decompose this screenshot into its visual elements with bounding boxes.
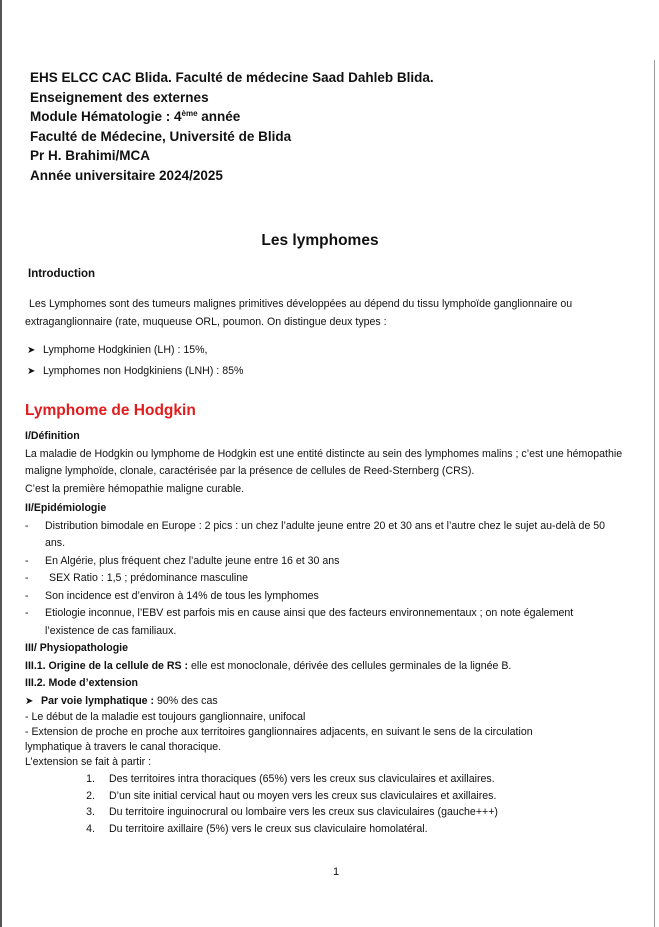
list-item: - En Algérie, plus fréquent chez l’adulte jeune entre 16 et 30 ans: [25, 554, 340, 567]
header-audience: Enseignement des externes: [30, 89, 209, 105]
epidemiology-section: [25, 500, 625, 640]
arrow-bullet-icon: ➤: [27, 345, 36, 356]
definition-paragraph: La maladie de Hodgkin ou lymphome de Hodgkin est une entité distincte au sein des lymphomes malins ; c’est une hémopathie maligne lymphoïde, clonale, caractérisée par la présence de cellules de Reed-Sternberg (CRS).: [25, 447, 623, 477]
extension-steps-list: [75, 771, 625, 837]
list-item: 4. Du territoire axillaire (5%) vers le creux sus claviculaire homolatéral.: [86, 822, 428, 835]
definition-curable: C’est la première hémopathie maligne curable.: [25, 482, 245, 495]
origin-line: III.1. Origine de la cellule de RS : elle est monoclonale, dérivée des cellules germinales de la lignée B.: [25, 659, 512, 672]
arrow-bullet-icon: ➤: [25, 695, 34, 707]
list-item: - SEX Ratio : 1,5 ; prédominance masculine: [25, 572, 249, 584]
list-item: 3. Du territoire inguinocrural ou lombaire vers les creux sus claviculaires (gauche+++): [86, 806, 498, 818]
arrow-bullet-icon: ➤: [27, 365, 36, 377]
header-author: Pr H. Brahimi/MCA: [30, 148, 151, 164]
list-item: - Etiologie inconnue, l’EBV est parfois mis en cause ainsi que des facteurs environnementaux ; on note également l’existence de cas familiaux.: [25, 607, 574, 637]
introduction-paragraph: Les Lymphomes sont des tumeurs malignes primitives développées au dépend du tissu lymphoïde ganglionnaire ou extraganglionnaire (rate, muqueuse ORL, poumon. On distingue deux types :: [25, 298, 573, 328]
page-right-edge: [654, 60, 655, 927]
list-item: 1. Des territoires intra thoraciques (65%) vers les creux sus claviculaires et axillaires.: [86, 773, 495, 785]
extension-heading: III.2. Mode d’extension: [25, 677, 139, 689]
section-title: Lymphome de Hodgkin: [25, 402, 196, 419]
physiopathology-section: [25, 640, 625, 837]
epidemiology-heading: II/Epidémiologie: [25, 502, 107, 514]
extension-line-c: L’extension se fait à partir :: [25, 756, 152, 768]
introduction-heading: Introduction: [28, 268, 96, 280]
list-item: 2. D’un site initial cervical haut ou moyen vers les creux sus claviculaires et axillaires.: [86, 789, 497, 802]
definition-section: [25, 428, 625, 498]
extension-line-b: - Extension de proche en proche aux territoires ganglionnaires adjacents, en suivant le sens de la circulation lymphatique à travers le canal thoracique.: [25, 726, 533, 753]
header-module: Module Hématologie : 4ème année: [30, 109, 241, 125]
lymphatic-route-line: ➤ Par voie lymphatique : 90% des cas: [25, 693, 625, 711]
extension-line-a: - Le début de la maladie est toujours ganglionnaire, unifocal: [25, 711, 306, 723]
list-item: ➤ Lymphome Hodgkinien (LH) : 15%,: [27, 342, 243, 360]
lymphoma-types-list: [27, 342, 243, 380]
list-item: - Distribution bimodale en Europe : 2 pics : un chez l’adulte jeune entre 20 et 30 ans et l’autre chez le sujet au-delà de 50 ans.: [25, 519, 606, 549]
document-title: Les lymphomes: [261, 232, 379, 249]
list-item: - Son incidence est d’environ à 14% de tous les lymphomes: [25, 589, 319, 602]
list-item: ➤ Lymphomes non Hodgkiniens (LNH) : 85%: [27, 363, 243, 381]
header-institution: EHS ELCC CAC Blida. Faculté de médecine Saad Dahleb Blida.: [30, 70, 434, 85]
page-number: 1: [332, 866, 340, 878]
definition-heading: I/Définition: [25, 430, 80, 442]
header-year: Année universitaire 2024/2025: [30, 167, 223, 183]
physiopathology-heading: III/ Physiopathologie: [25, 642, 129, 654]
document-header: [30, 68, 434, 186]
page-left-edge: [0, 0, 2, 927]
header-faculty: Faculté de Médecine, Université de Blida: [30, 128, 292, 144]
